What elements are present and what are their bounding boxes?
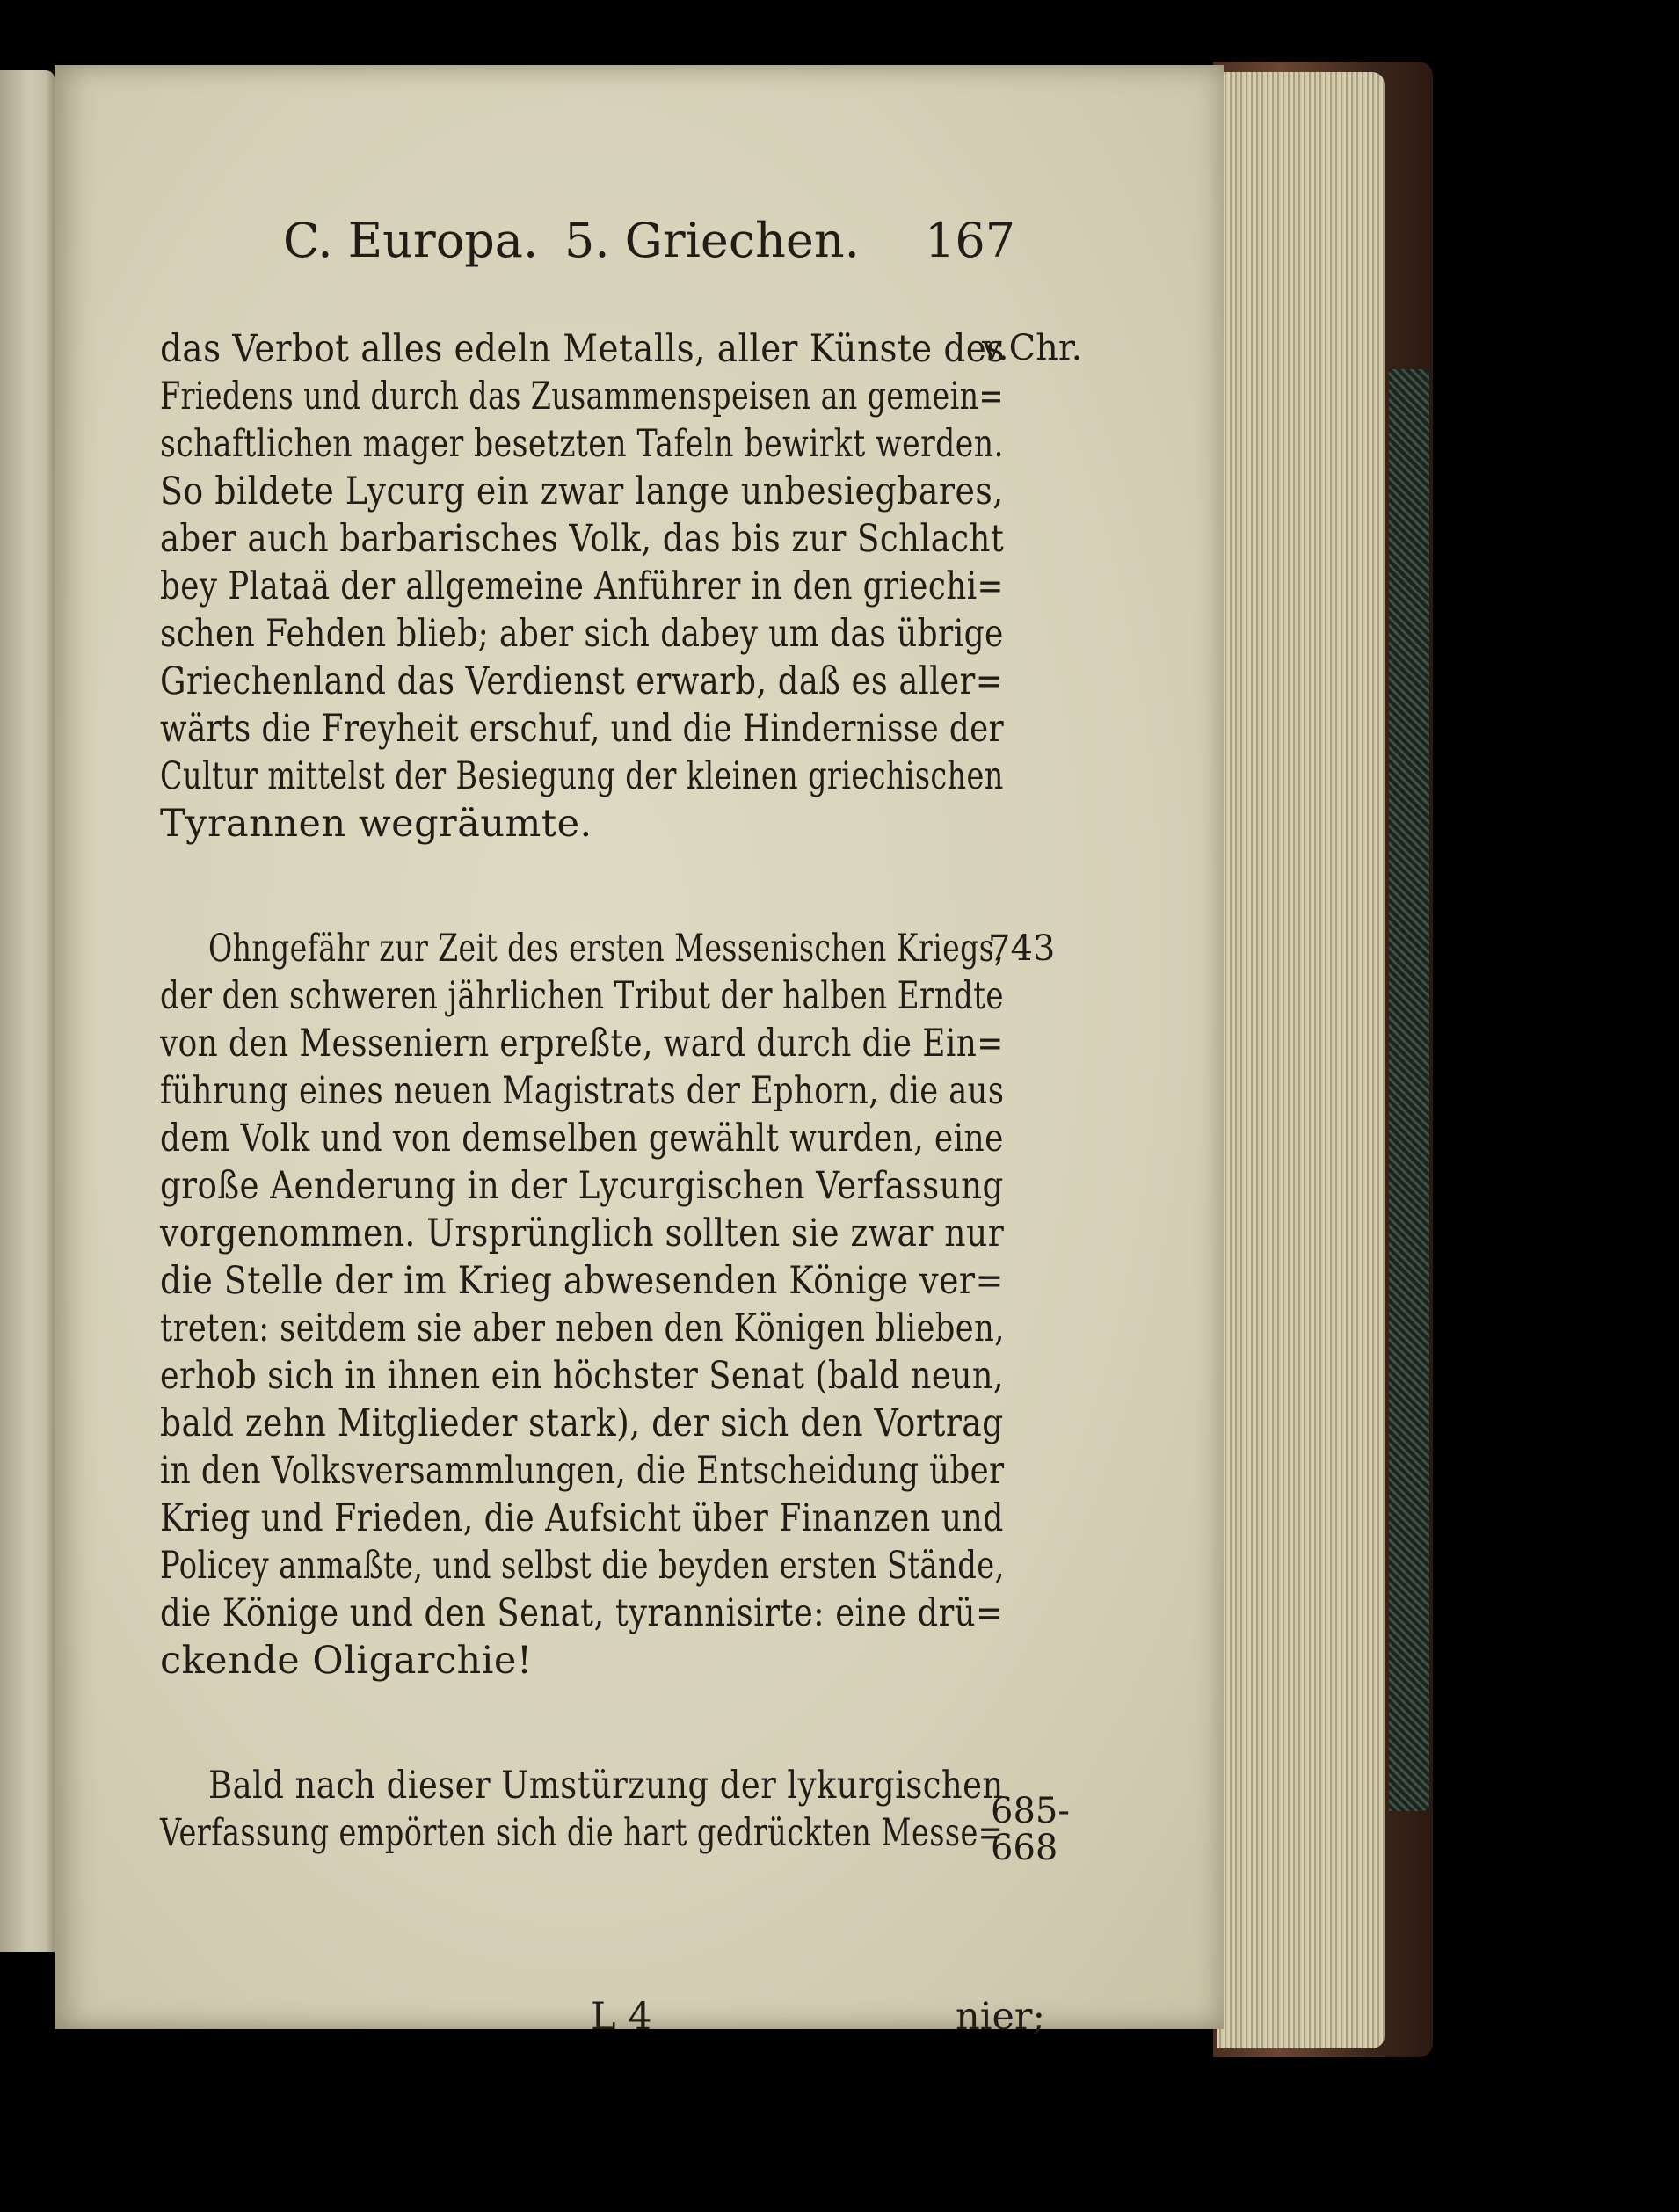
paragraph-2-line: der den schweren jährlichen Tribut der halben Erndte <box>160 974 1004 1018</box>
paragraph-2-line: von den Messeniern erpreßte, ward durch die Ein= <box>160 1022 1004 1066</box>
paragraph-1-line: bey Plataä der allgemeine Anführer in den griechi= <box>160 564 1004 608</box>
paragraph-3-line: Verfassung empörten sich die hart gedrückten Messe= <box>160 1811 1004 1855</box>
catchword: nier; <box>956 1995 1045 2039</box>
paragraph-2-line: große Aenderung in der Lycurgischen Verfassung <box>160 1164 1004 1208</box>
running-head-section: C. Europa. <box>283 213 539 268</box>
paragraph-2-line: erhob sich in ihnen ein höchster Senat (bald neun, <box>160 1354 1004 1398</box>
paragraph-2-line: die Stelle der im Krieg abwesenden Könige ver= <box>160 1259 1004 1303</box>
paragraph-1-line: schen Fehden blieb; aber sich dabey um das übrige <box>160 612 1004 656</box>
page-edges <box>1217 72 1385 2048</box>
paragraph-1-line: Tyrannen wegräumte. <box>160 802 592 846</box>
running-head-title: 5. Griechen. <box>564 213 860 268</box>
paragraph-1-line: So bildete Lycurg ein zwar lange unbesiegbares, <box>160 469 1004 513</box>
margin-note-era: v.Chr. <box>982 328 1083 368</box>
paragraph-2-line: bald zehn Mitglieder stark), der sich den Vortrag <box>160 1401 1004 1445</box>
paragraph-2-line: die Könige und den Senat, tyrannisirte: eine drü= <box>160 1591 1004 1635</box>
paragraph-2-line: vorgenommen. Ursprünglich sollten sie zwar nur <box>160 1212 1005 1255</box>
page-number: 167 <box>925 213 1016 268</box>
paragraph-2-line: treten: seitdem sie aber neben den Königen blieben, <box>160 1306 1005 1350</box>
paragraph-2-line: in den Volksversammlungen, die Entscheidung über <box>160 1449 1005 1493</box>
paragraph-2-line: Krieg und Frieden, die Aufsicht über Finanzen und <box>160 1496 1004 1540</box>
margin-note-range-start: 685- <box>991 1791 1070 1831</box>
paragraph-2-line: Policey anmaßte, und selbst die beyden ersten Stände, <box>160 1544 1005 1588</box>
paragraph-1-line: Griechenland das Verdienst erwarb, daß es aller= <box>160 659 1004 703</box>
cover-marbling <box>1389 369 1429 1811</box>
paragraph-2-line: dem Volk und von demselben gewählt wurden, eine <box>160 1117 1004 1161</box>
paragraph-1-line: schaftlichen mager besetzten Tafeln bewirkt werden. <box>160 422 1004 466</box>
running-head <box>283 213 1016 283</box>
paragraph-1-line: wärts die Freyheit erschuf, und die Hindernisse der <box>160 707 1005 751</box>
paragraph-1-line: Friedens und durch das Zusammenspeisen an gemein= <box>160 375 1004 418</box>
book-page <box>55 65 1224 2039</box>
margin-note-year: 743 <box>988 928 1056 969</box>
paragraph-1-line: das Verbot alles edeln Metalls, aller Künste des <box>160 327 1005 371</box>
paragraph-2-line: führung eines neuen Magistrats der Ephorn, die aus <box>160 1069 1005 1113</box>
margin-note-range-end: 668 <box>991 1828 1058 1868</box>
paragraph-3-line: Bald nach dieser Umstürzung der lykurgischen <box>208 1764 1004 1808</box>
paragraph-2-line: ckende Oligarchie! <box>160 1639 533 1683</box>
signature-mark: L 4 <box>591 1995 652 2039</box>
paragraph-1-line: aber auch barbarisches Volk, das bis zur Schlacht <box>160 517 1005 561</box>
paragraph-1-line: Cultur mittelst der Besiegung der kleinen griechischen <box>160 754 1004 798</box>
paragraph-2-line: Ohngefähr zur Zeit des ersten Messenischen Kriegs, <box>208 927 1005 971</box>
